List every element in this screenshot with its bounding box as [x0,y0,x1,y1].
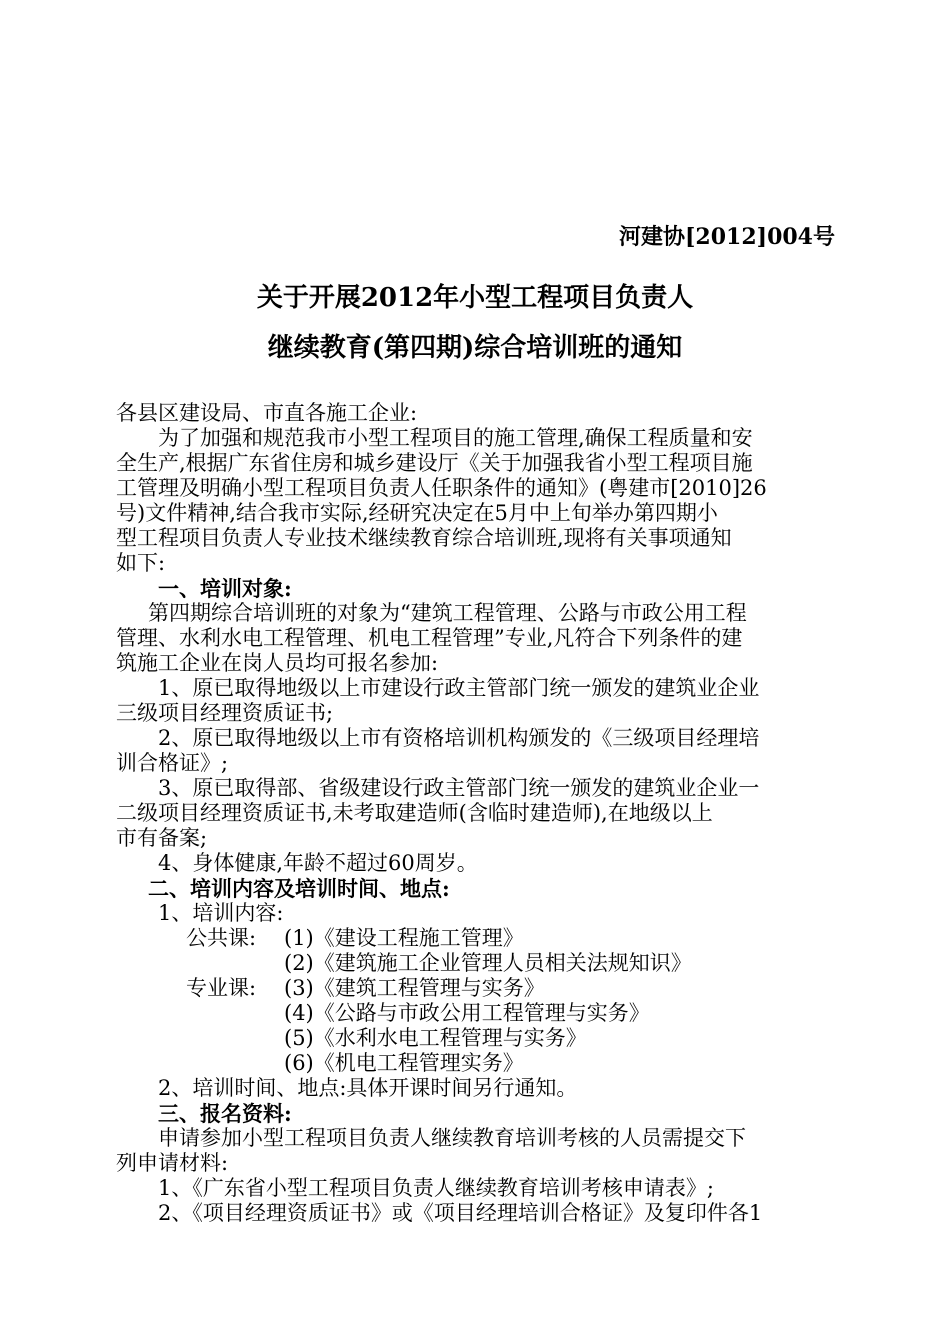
eligibility-item-3: 3、原已取得部、省级建设行政主管部门统一颁发的建筑业企业一 [158,776,760,800]
document-number: 河建协[2012]004号 [619,224,835,250]
course-item: (1)《建设工程施工管理》 [284,926,524,950]
title-line-2: 继续教育(第四期)综合培训班的通知 [267,333,683,363]
intro-line: 如下: [116,551,166,575]
intro-line: 全生产,根据广东省住房和城乡建设厅《关于加强我省小型工程项目施 [116,451,753,475]
course-item: (5)《水利水电工程管理与实务》 [284,1026,587,1050]
course-item: (6)《机电工程管理实务》 [284,1051,524,1075]
section1-paragraph-line: 管理、水利水电工程管理、机电工程管理”专业,凡符合下列条件的建 [116,626,743,650]
section3-paragraph-line: 申请参加小型工程项目负责人继续教育培训考核的人员需提交下 [158,1126,746,1150]
eligibility-item-3-cont: 市有备案; [116,826,208,850]
intro-line: 号)文件精神,结合我市实际,经研究决定在5月中上旬举办第四期小 [116,501,718,525]
section3-paragraph-line: 列申请材料: [116,1151,229,1175]
training-content-label: 1、培训内容: [158,901,284,925]
eligibility-item-3-cont: 二级项目经理资质证书,未考取建造师(含临时建造师),在地级以上 [116,801,713,825]
salutation: 各县区建设局、市直各施工企业: [116,401,418,425]
eligibility-item-2: 2、原已取得地级以上市有资格培训机构颁发的《三级项目经理培 [158,726,760,750]
section1-paragraph-line: 第四期综合培训班的对象为“建筑工程管理、公路与市政公用工程 [148,601,747,625]
section1-paragraph-line: 筑施工企业在岗人员均可报名参加: [116,651,439,675]
course-item: (3)《建筑工程管理与实务》 [284,976,545,1000]
material-item-1: 1、《广东省小型工程项目负责人继续教育培训考核申请表》; [158,1176,714,1200]
course-item: (4)《公路与市政公用工程管理与实务》 [284,1001,650,1025]
intro-line: 工管理及明确小型工程项目负责人任职条件的通知》(粤建市[2010]26 [116,476,767,500]
training-time-place: 2、培训时间、地点:具体开课时间另行通知。 [158,1076,578,1100]
section-heading-2: 二、培训内容及培训时间、地点: [148,876,450,901]
public-course-label: 公共课: [186,926,257,950]
eligibility-item-2-cont: 训合格证》; [116,751,229,775]
eligibility-item-1: 1、原已取得地级以上市建设行政主管部门统一颁发的建筑业企业 [158,676,760,700]
title-line-1: 关于开展2012年小型工程项目负责人 [256,283,694,313]
intro-line: 为了加强和规范我市小型工程项目的施工管理,确保工程质量和安 [158,426,753,450]
course-item: (2)《建筑施工企业管理人员相关法规知识》 [284,951,692,975]
section-heading-1: 一、培训对象: [158,576,292,601]
major-course-label: 专业课: [186,976,257,1000]
section-heading-3: 三、报名资料: [158,1101,292,1126]
eligibility-item-4: 4、身体健康,年龄不超过60周岁。 [158,851,478,875]
eligibility-item-1-cont: 三级项目经理资质证书; [116,701,334,725]
intro-line: 型工程项目负责人专业技术继续教育综合培训班,现将有关事项通知 [116,526,732,550]
material-item-2: 2、《项目经理资质证书》或《项目经理培训合格证》及复印件各1 [158,1201,763,1225]
